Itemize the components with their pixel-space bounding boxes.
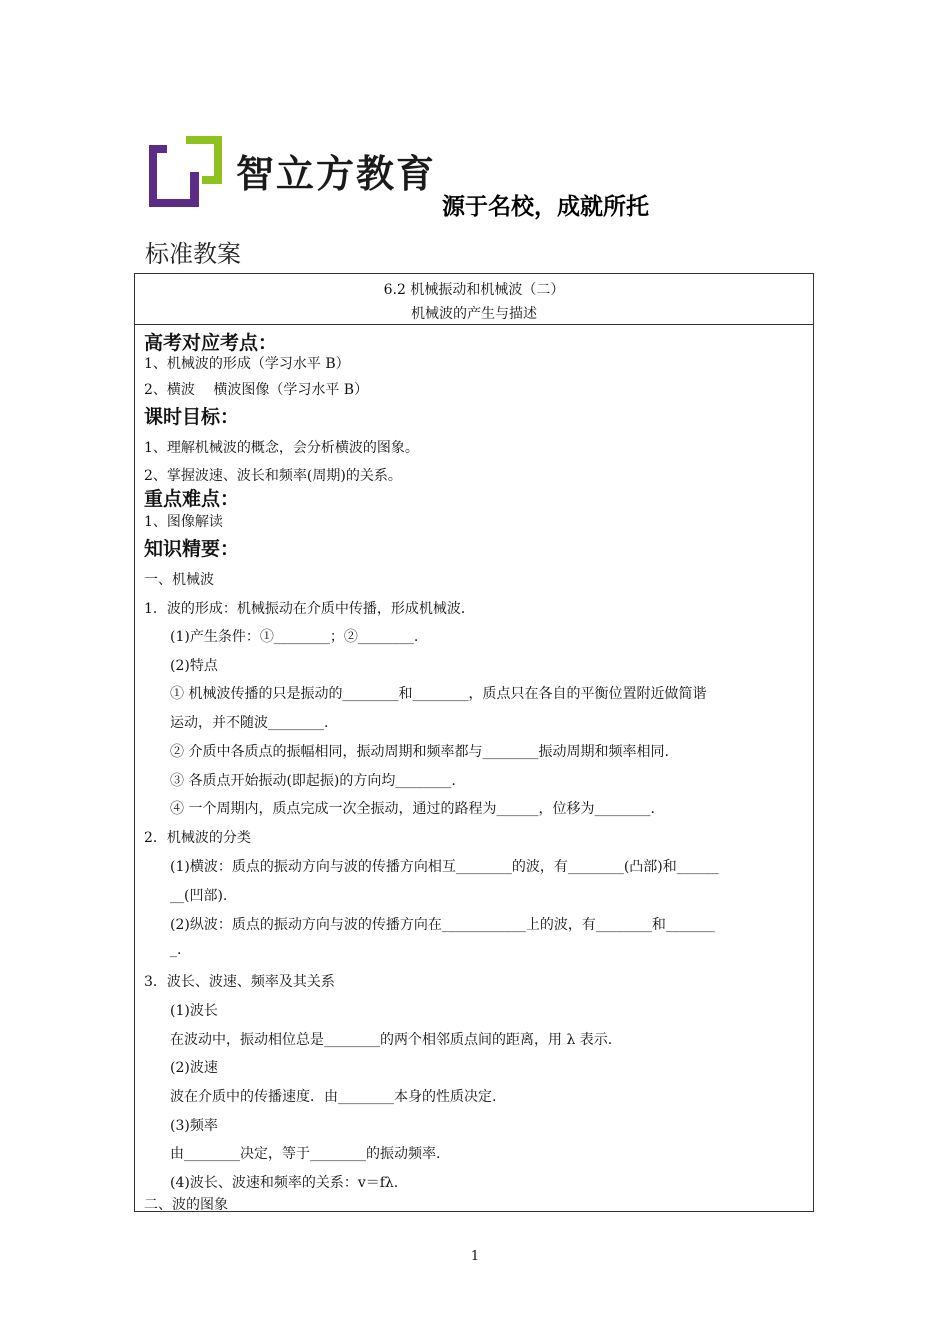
logo-mark-icon (148, 136, 228, 210)
title-cell (135, 274, 813, 325)
brand-name: 智立方教育 (236, 152, 437, 196)
page-number: 1 (470, 1249, 480, 1264)
knowledge-line: 在波动中，振动相位总是________的两个相邻质点间的距离，用 λ 表示. (170, 1032, 613, 1048)
goal-item: 1、理解机械波的概念，会分析横波的图象。 (144, 440, 419, 456)
knowledge-line: (2)特点 (170, 658, 218, 674)
knowledge-heading: 知识精要： (144, 538, 240, 560)
knowledge-line: ② 介质中各质点的振幅相同，振动周期和频率都与________振动周期和频率相同. (170, 744, 669, 760)
doc-type-label: 标准教案 (145, 240, 241, 268)
key-points-heading: 重点难点： (144, 488, 240, 510)
knowledge-line: (2)波速 (170, 1060, 218, 1076)
lesson-subtitle: 机械波的产生与描述 (411, 306, 537, 322)
knowledge-line: __(凹部). (170, 888, 228, 904)
knowledge-line: (1)产生条件：①________；②________. (170, 629, 419, 645)
knowledge-line: 2．机械波的分类 (144, 830, 251, 846)
lesson-title: 6.2 机械振动和机械波（二） (383, 282, 565, 298)
knowledge-line: 1．波的形成：机械振动在介质中传播，形成机械波． (144, 601, 475, 617)
exam-points-heading: 高考对应考点： (144, 332, 278, 354)
knowledge-line: 3．波长、波速、频率及其关系 (144, 974, 335, 990)
knowledge-line: ① 机械波传播的只是振动的________和________，质点只在各自的平衡位置附近做简谐 (170, 686, 707, 702)
knowledge-line: 一、机械波 (144, 572, 214, 588)
knowledge-line: 二、波的图象 (144, 1197, 228, 1213)
knowledge-line: 运动，并不随波________. (170, 715, 329, 731)
knowledge-line: ③ 各质点开始振动(即起振)的方向均________. (170, 773, 456, 789)
knowledge-line: (1)波长 (170, 1003, 218, 1019)
exam-point-item: 2、横波 横波图像（学习水平 B） (144, 382, 369, 398)
knowledge-line: (3)频率 (170, 1118, 218, 1134)
knowledge-line: ④ 一个周期内，质点完成一次全振动，通过的路程为______，位移为________. (170, 801, 655, 817)
knowledge-line: (2)纵波：质点的振动方向与波的传播方向在____________上的波，有________和_______ (170, 917, 715, 933)
knowledge-line: 由________决定，等于________的振动频率. (170, 1146, 441, 1162)
knowledge-line: (1)横波：质点的振动方向与波的传播方向相互________的波，有________(凸部)和______ (170, 859, 719, 875)
knowledge-line: _. (170, 942, 182, 958)
key-point-item: 1、图像解读 (144, 514, 223, 530)
goal-item: 2、掌握波速、波长和频率(周期)的关系。 (144, 468, 402, 484)
knowledge-line: (4)波长、波速和频率的关系：v＝fλ. (170, 1175, 399, 1191)
goals-heading: 课时目标： (144, 406, 240, 428)
slogan: 源于名校，成就所托 (442, 194, 649, 220)
lesson-plan-table (134, 273, 814, 1212)
exam-point-item: 1、机械波的形成（学习水平 B） (144, 356, 350, 372)
knowledge-line: 波在介质中的传播速度．由________本身的性质决定. (170, 1089, 497, 1105)
